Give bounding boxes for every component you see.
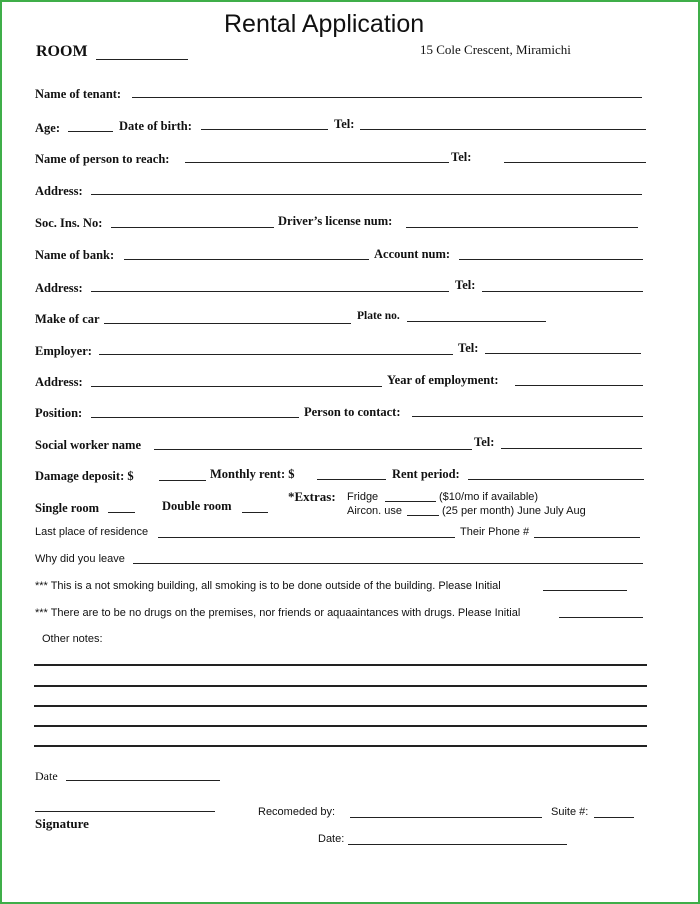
property-address: 15 Cole Crescent, Miramichi [420, 42, 571, 57]
car-make-label: Make of car [35, 312, 100, 326]
address-field-2[interactable] [91, 291, 449, 292]
social-worker-label: Social worker name [35, 438, 142, 452]
plate-no-field[interactable] [407, 321, 546, 322]
notes-line-1[interactable] [34, 664, 647, 666]
rent-period-field[interactable] [468, 479, 644, 480]
no-smoking-initial-field[interactable] [543, 590, 627, 591]
employer-field[interactable] [99, 354, 453, 355]
sin-field[interactable] [111, 227, 274, 228]
tel-label-3: Tel: [455, 278, 476, 292]
recommended-by-label: Recomeded by: [258, 806, 336, 818]
signature-field[interactable] [35, 811, 215, 812]
aircon-label: Aircon. use [347, 505, 403, 517]
dob-label: Date of birth: [119, 119, 192, 133]
employment-year-field[interactable] [515, 385, 643, 386]
tel-label-1: Tel: [334, 117, 355, 131]
notes-line-3[interactable] [34, 705, 647, 707]
drivers-license-field[interactable] [406, 227, 638, 228]
employment-year-label: Year of employment: [387, 373, 499, 387]
suite-field[interactable] [594, 817, 634, 818]
no-drugs-initial-field[interactable] [559, 617, 643, 618]
tel-field-5[interactable] [501, 448, 642, 449]
car-make-field[interactable] [104, 323, 351, 324]
page-title: Rental Application [224, 10, 425, 38]
no-smoking-notice: *** This is a not smoking building, all smoking is to be done outside of the building. Please Initial [35, 580, 501, 592]
double-room-label: Double room [162, 499, 232, 513]
bank-name-label: Name of bank: [35, 248, 115, 262]
why-leave-field[interactable] [133, 563, 643, 564]
room-field[interactable] [96, 59, 188, 60]
their-phone-label: Their Phone # [460, 526, 530, 538]
address-field-3[interactable] [91, 386, 382, 387]
monthly-rent-label: Monthly rent: $ [210, 467, 295, 481]
their-phone-field[interactable] [534, 537, 640, 538]
fridge-label: Fridge [347, 491, 379, 503]
notes-line-4[interactable] [34, 725, 647, 727]
tel-label-2: Tel: [451, 150, 472, 164]
notes-line-5[interactable] [34, 745, 647, 747]
date-bottom-field[interactable] [348, 844, 567, 845]
tenant-name-field[interactable] [132, 97, 642, 98]
recommended-by-field[interactable] [350, 817, 542, 818]
last-residence-field[interactable] [158, 537, 455, 538]
tel-field-2[interactable] [504, 162, 646, 163]
suite-label: Suite #: [551, 806, 589, 818]
fridge-note: ($10/mo if available) [439, 491, 539, 503]
position-field[interactable] [91, 417, 299, 418]
damage-deposit-field[interactable] [159, 480, 206, 481]
account-num-label: Account num: [374, 247, 451, 261]
no-drugs-notice: *** There are to be no drugs on the premises, nor friends or aquaaintances with drugs. Please Initial [35, 607, 521, 619]
person-to-reach-label: Name of person to reach: [35, 152, 170, 166]
why-leave-label: Why did you leave [35, 553, 125, 565]
single-room-label: Single room [35, 501, 100, 515]
address-label-1: Address: [35, 184, 83, 198]
address-label-3: Address: [35, 375, 83, 389]
age-field[interactable] [68, 131, 113, 132]
person-to-reach-field[interactable] [185, 162, 449, 163]
monthly-rent-field[interactable] [317, 479, 386, 480]
notes-line-2[interactable] [34, 685, 647, 687]
position-label: Position: [35, 406, 83, 420]
sin-label: Soc. Ins. No: [35, 216, 103, 230]
last-residence-label: Last place of residence [35, 526, 149, 538]
address-field-1[interactable] [91, 194, 642, 195]
plate-no-label: Plate no. [357, 310, 400, 322]
tel-field-1[interactable] [360, 129, 646, 130]
person-to-contact-label: Person to contact: [304, 405, 401, 419]
address-label-2: Address: [35, 281, 83, 295]
tel-label-5: Tel: [474, 435, 495, 449]
aircon-field[interactable] [407, 515, 439, 516]
tel-label-4: Tel: [458, 341, 479, 355]
account-num-field[interactable] [459, 259, 643, 260]
social-worker-field[interactable] [154, 449, 472, 450]
date-field[interactable] [66, 780, 220, 781]
extras-label: *Extras: [288, 489, 336, 504]
tenant-name-label: Name of tenant: [35, 87, 122, 101]
drivers-license-label: Driver’s license num: [278, 214, 393, 228]
damage-deposit-label: Damage deposit: $ [35, 469, 134, 483]
rent-period-label: Rent period: [392, 467, 460, 481]
age-label: Age: [35, 121, 60, 135]
tel-field-4[interactable] [485, 353, 641, 354]
aircon-note: (25 per month) June July Aug [442, 505, 586, 517]
fridge-field[interactable] [385, 501, 436, 502]
single-room-field[interactable] [108, 512, 135, 513]
signature-label: Signature [35, 816, 89, 831]
room-label: ROOM [36, 43, 88, 60]
date-label: Date [35, 769, 58, 783]
other-notes-label: Other notes: [42, 633, 103, 645]
employer-label: Employer: [35, 344, 92, 358]
date-bottom-label: Date: [318, 833, 345, 845]
double-room-field[interactable] [242, 512, 268, 513]
dob-field[interactable] [201, 129, 328, 130]
tel-field-3[interactable] [482, 291, 643, 292]
person-to-contact-field[interactable] [412, 416, 643, 417]
bank-name-field[interactable] [124, 259, 369, 260]
